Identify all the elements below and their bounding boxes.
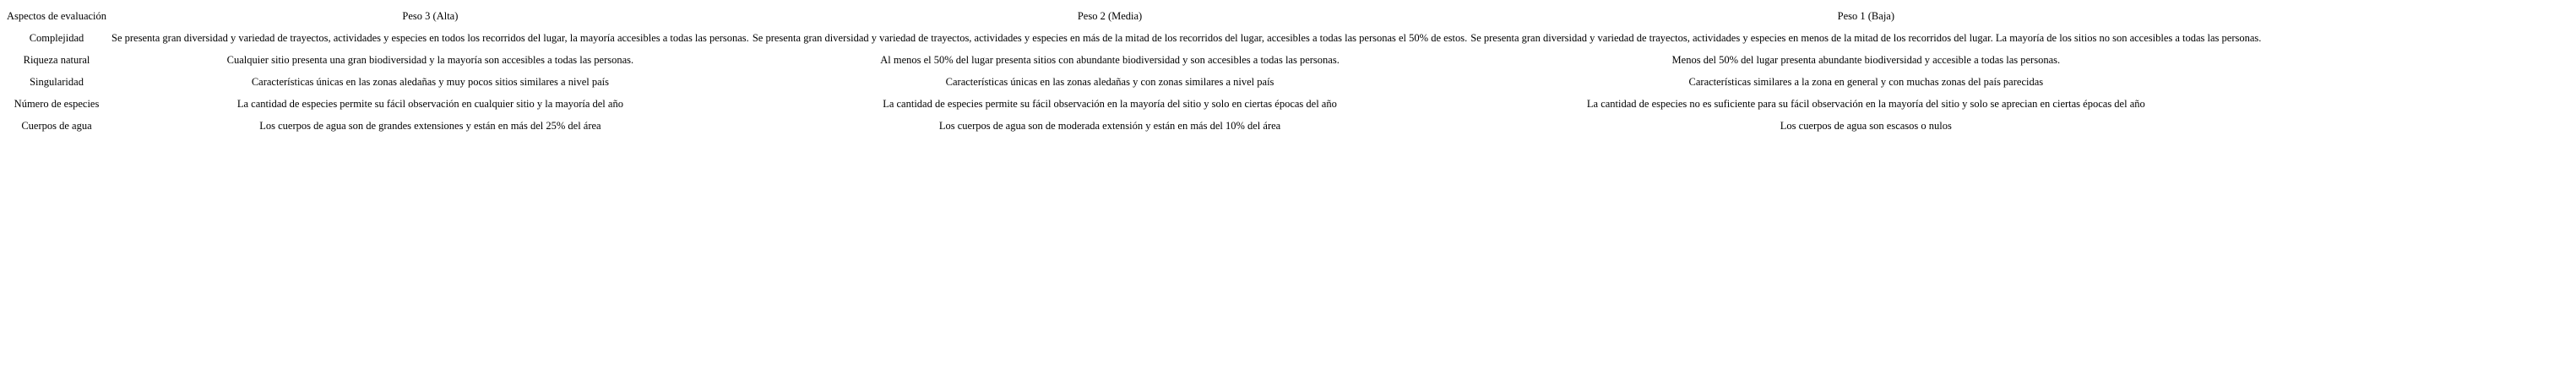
weight-2-cell: La cantidad de especies permite su fácil observación en la mayoría del sitio y solo en ciertas épocas del año — [883, 98, 1337, 110]
weight-1-cell: Se presenta gran diversidad y variedad de trayectos, actividades y especies en menos de la mitad de los recorridos del lugar. La mayoría de los sitios no son accesibles a todas las personas. — [1470, 32, 2262, 44]
weight-3-cell: Se presenta gran diversidad y variedad de trayectos, actividades y especies en todos los recorridos del lugar, la mayoría accesibles a todas las personas. — [111, 32, 749, 44]
weight-2-cell: Los cuerpos de agua son de moderada extensión y están en más del 10% del área — [938, 120, 1281, 132]
table-body — [3, 27, 2263, 137]
header-row — [3, 5, 2263, 27]
table-row — [3, 71, 2263, 93]
weight-3-cell: Cualquier sitio presenta una gran biodiversidad y la mayoría son accesibles a todas las personas. — [226, 54, 634, 66]
table-row — [3, 93, 2263, 115]
aspect-cell: Singularidad — [30, 76, 84, 88]
aspect-cell: Riqueza natural — [23, 54, 90, 66]
header-weight-3: Peso 3 (Alta) — [402, 10, 459, 22]
weight-1-cell: Los cuerpos de agua son escasos o nulos — [1780, 120, 1952, 132]
weight-2-cell: Características únicas en las zonas aledañas y con zonas similares a nivel país — [945, 76, 1274, 88]
weight-3-cell: Los cuerpos de agua son de grandes extensiones y están en más del 25% del área — [259, 120, 601, 132]
table-row — [3, 49, 2263, 71]
table-header — [3, 5, 2263, 27]
table-row — [3, 27, 2263, 49]
weight-3-cell: Características únicas en las zonas aledañas y muy pocos sitios similares a nivel país — [251, 76, 609, 88]
header-weight-1: Peso 1 (Baja) — [1837, 10, 1895, 22]
table-row — [3, 115, 2263, 137]
header-aspect: Aspectos de evaluación — [7, 10, 107, 22]
evaluation-table — [3, 5, 2263, 137]
weight-1-cell: Menos del 50% del lugar presenta abundante biodiversidad y accesible a todas las personas. — [1671, 54, 2061, 66]
aspect-cell: Cuerpos de agua — [21, 120, 92, 132]
weight-1-cell: Características similares a la zona en general y con muchas zonas del país parecidas — [1688, 76, 2044, 88]
weight-3-cell: La cantidad de especies permite su fácil observación en cualquier sitio y la mayoría del año — [236, 98, 623, 110]
weight-2-cell: Se presenta gran diversidad y variedad de trayectos, actividades y especies en más de la mitad de los recorridos del lugar, accesibles a todas las personas el 50% de estos. — [752, 32, 1468, 44]
weight-1-cell: La cantidad de especies no es suficiente para su fácil observación en la mayoría del sitio y solo se aprecian en ciertas épocas del año — [1586, 98, 2145, 110]
header-weight-2: Peso 2 (Media) — [1077, 10, 1143, 22]
weight-2-cell: Al menos el 50% del lugar presenta sitios con abundante biodiversidad y son accesibles a todas las personas. — [880, 54, 1340, 66]
aspect-cell: Complejidad — [29, 32, 84, 44]
aspect-cell: Número de especies — [14, 98, 100, 110]
